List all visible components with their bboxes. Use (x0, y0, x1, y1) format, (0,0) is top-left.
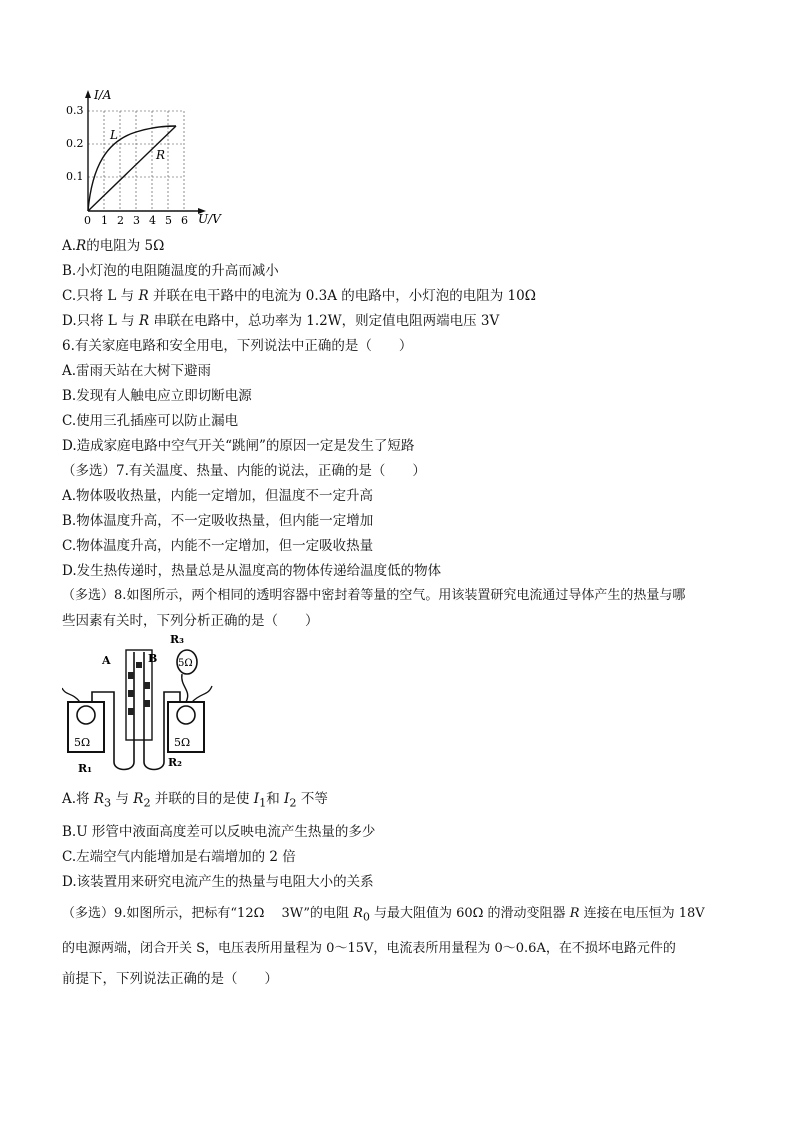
q9-stem-line1: （多选）9.如图所示，把标有“12Ω 3W”的电阻 $R_0$ 与最大阻值为 60Ω 的滑动变阻器 R 连接在电压恒为 18V (62, 906, 705, 924)
label-r2: R₂ (168, 756, 182, 769)
y-tick-02: 0.2 (66, 137, 84, 150)
iu-graph (62, 86, 232, 226)
label-r1: R₁ (78, 762, 92, 775)
y-tick-01: 0.1 (66, 170, 84, 183)
x-tick-3: 3 (133, 214, 140, 226)
q6-option-d[interactable]: D.造成家庭电路中空气开关“跳闸”的原因一定是发生了短路 (62, 438, 415, 454)
x-tick-5: 5 (165, 214, 172, 226)
joule-heating-apparatus (62, 632, 222, 782)
q5-option-c[interactable]: C.只将 L 与 R 并联在电干路中的电流为 0.3A 的电路中，小灯泡的电阻为 10Ω (62, 288, 536, 304)
q6-option-b[interactable]: B.发现有人触电应立即切断电源 (62, 388, 252, 404)
q5-option-d[interactable]: D.只将 L 与 R 串联在电路中，总功率为 1.2W，则定值电阻两端电压 3V (62, 313, 500, 329)
q7-stem: （多选）7.有关温度、热量、内能的说法，正确的是（ ） (62, 463, 426, 479)
x-axis-label: U/V (198, 212, 221, 226)
q5-option-b[interactable]: B.小灯泡的电阻随温度的升高而减小 (62, 263, 279, 279)
label-b: B (148, 652, 158, 665)
q9-stem-line3: 前提下，下列说法正确的是（ ） (62, 971, 278, 987)
x-tick-2: 2 (117, 214, 124, 226)
q8-option-c[interactable]: C.左端空气内能增加是右端增加的 2 倍 (62, 849, 296, 865)
y-tick-03: 0.3 (66, 104, 84, 117)
q6-stem: 6.有关家庭电路和安全用电，下列说法中正确的是（ ） (62, 338, 413, 354)
q6-option-c[interactable]: C.使用三孔插座可以防止漏电 (62, 413, 239, 429)
q8-stem-line2: 些因素有关时，下列分析正确的是（ ） (62, 613, 319, 629)
label-r3: R₃ (170, 633, 184, 646)
x-tick-1: 1 (101, 214, 108, 226)
r3-resistor-value: 5Ω (178, 658, 193, 669)
q7-option-a[interactable]: A.物体吸收热量，内能一定增加，但温度不一定升高 (62, 488, 374, 504)
q7-option-c[interactable]: C.物体温度升高，内能不一定增加，但一定吸收热量 (62, 538, 374, 554)
x-tick-4: 4 (149, 214, 156, 226)
x-tick-6: 6 (181, 214, 188, 226)
y-axis-label: I/A (94, 88, 112, 102)
curve-r-label: R (156, 148, 166, 162)
q7-option-d[interactable]: D.发生热传递时，热量总是从温度高的物体传递给温度低的物体 (62, 563, 442, 579)
left-resistor-value: 5Ω (74, 736, 91, 749)
q6-option-a[interactable]: A.雷雨天站在大树下避雨 (62, 363, 212, 379)
q5-option-a[interactable]: A.R的电阻为 5Ω (62, 238, 165, 254)
q8-option-b[interactable]: B.U 形管中液面高度差可以反映电流产生热量的多少 (62, 824, 376, 840)
right-bulb-icon (177, 706, 195, 724)
left-bulb-icon (77, 706, 95, 724)
right-resistor-value: 5Ω (174, 736, 191, 749)
q9-stem-line2: 的电源两端，闭合开关 S，电压表所用量程为 0～15V，电流表所用量程为 0～0.6A，在不损坏电路元件的 (62, 941, 676, 956)
label-a: A (102, 654, 111, 667)
q8-option-a[interactable]: A.将 $R_3$ 与 $R_2$ 并联的目的是使 $I_1$和 $I_2$ 不等 (62, 791, 328, 810)
curve-l-label: L (110, 128, 118, 142)
line-r (88, 126, 176, 211)
x-tick-0: 0 (84, 214, 91, 226)
q8-stem-line1: （多选）8.如图所示，两个相同的透明容器中密封着等量的空气。用该装置研究电流通过导体产生的热量与哪 (62, 588, 686, 603)
u-tube (92, 652, 180, 770)
q8-option-d[interactable]: D.该装置用来研究电流产生的热量与电阻大小的关系 (62, 874, 374, 890)
q7-option-b[interactable]: B.物体温度升高，不一定吸收热量，但内能一定增加 (62, 513, 374, 529)
